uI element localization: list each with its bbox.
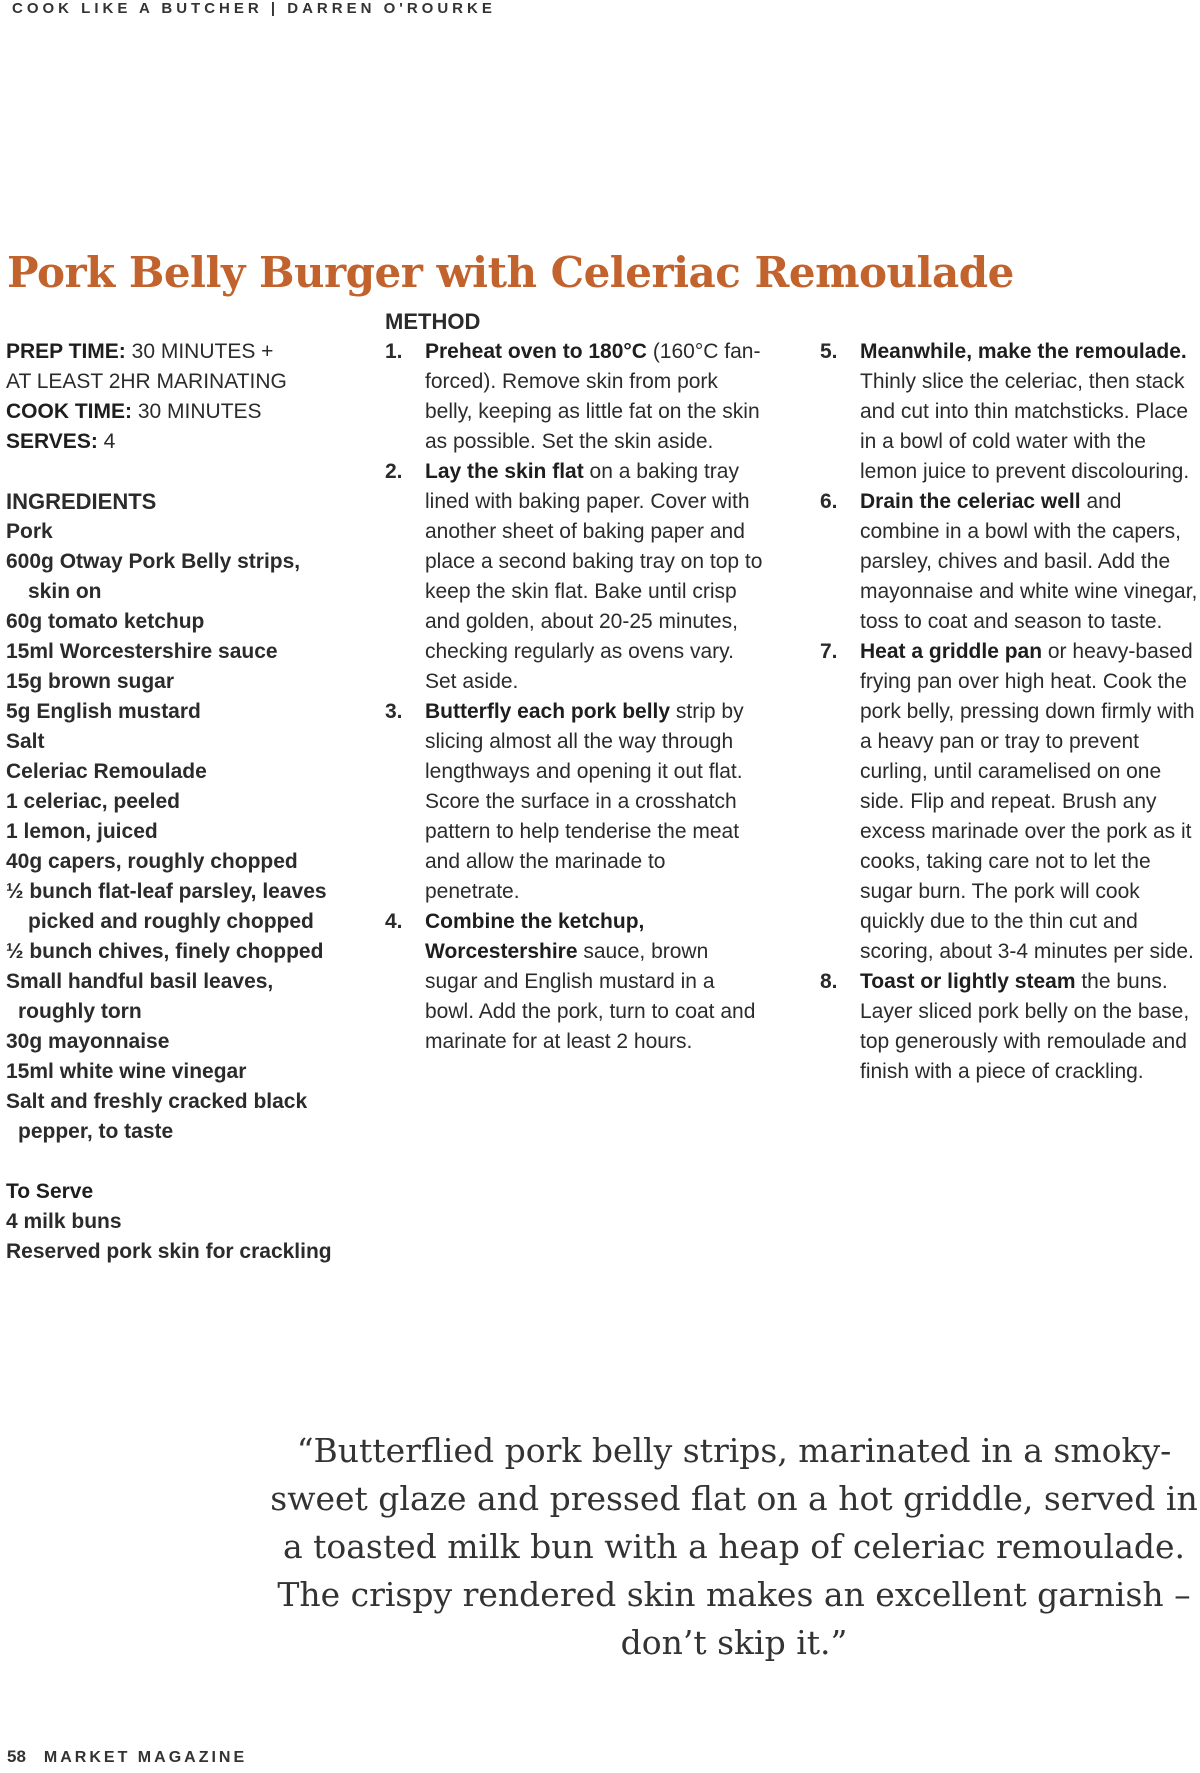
step-number: 8. <box>820 970 838 993</box>
method-step <box>385 337 765 457</box>
step-lead: Combine the ketchup, Worcestershire <box>425 910 645 963</box>
step-body: or heavy-based frying pan over high heat. Cook the pork belly, pressing down firmly with a heavy pan or tray to prevent curling, until caramelised on one side. Flip and repeat. Brush any excess marinade over the pork as it cooks, taking care not to let the sugar burn. The pork will cook quickly due to the thin cut and scoring, about 3-4 minutes per side. <box>860 640 1195 963</box>
ingredient-group-title <box>6 1177 346 1207</box>
to-serve-title: To Serve <box>6 1180 94 1203</box>
step-text <box>860 487 1200 637</box>
prep-value: 30 MINUTES + <box>131 340 274 363</box>
ingredients-heading: INGREDIENTS <box>6 489 157 514</box>
step-number: 7. <box>820 640 838 663</box>
cook-time <box>6 397 346 427</box>
method-step <box>385 697 765 907</box>
method-step <box>820 337 1200 487</box>
step-text <box>860 337 1200 487</box>
step-body: on a baking tray lined with baking paper. Cover with another sheet of baking paper and place a second baking tray on top to keep the skin flat. Bake until crisp and golden, about 20-25 minutes, checking regularly as ovens vary. Set aside. <box>425 460 763 693</box>
method-step <box>820 487 1200 637</box>
ingredient-item: 5g English mustard <box>6 700 201 723</box>
step-text <box>425 337 765 457</box>
step-body: and combine in a bowl with the capers, parsley, chives and basil. Add the mayonnaise and white wine vinegar, toss to coat and season to taste. <box>860 490 1198 633</box>
method-step <box>820 967 1200 1087</box>
prep-time-extra: AT LEAST 2HR MARINATING <box>6 370 287 393</box>
ingredient-item: ½ bunch flat-leaf parsley, leaves picked and roughly chopped <box>6 880 327 933</box>
step-text <box>425 697 765 907</box>
spacer <box>6 1147 346 1177</box>
ingredients-column <box>6 337 346 1267</box>
step-text <box>860 967 1200 1087</box>
ingredient-item: 600g Otway Pork Belly strips, skin on <box>6 550 301 603</box>
step-lead: Meanwhile, make the remoulade. <box>860 340 1187 363</box>
step-text <box>425 907 765 1057</box>
ingredient-item: 1 lemon, juiced <box>6 820 158 843</box>
ingredient-item: Reserved pork skin for crackling <box>6 1240 332 1263</box>
step-body: (160°C fan-forced). Remove skin from pork belly, keeping as little fat on the skin as possible. Set the skin aside. <box>425 340 761 453</box>
step-lead: Lay the skin flat <box>425 460 584 483</box>
ingredient-item: Small handful basil leaves, roughly torn <box>6 970 274 1023</box>
step-number: 1. <box>385 340 403 363</box>
ingredient-group-title: Pork <box>6 520 53 543</box>
method-heading: METHOD <box>385 309 481 334</box>
step-lead: Drain the celeriac well <box>860 490 1081 513</box>
step-body: the buns. Layer sliced pork belly on the base, top generously with remoulade and finish with a piece of crackling. <box>860 970 1190 1083</box>
method-step <box>385 457 765 697</box>
cook-label: COOK TIME: <box>6 400 132 423</box>
page-footer <box>7 1747 247 1767</box>
step-number: 6. <box>820 490 838 513</box>
ingredient-item: 40g capers, roughly chopped <box>6 850 298 873</box>
recipe-title: Pork Belly Burger with Celeriac Remoulade <box>7 248 1014 297</box>
step-lead: Heat a griddle pan <box>860 640 1043 663</box>
method-step <box>385 907 765 1057</box>
step-body: strip by slicing almost all the way through lengthways and opening it out flat. Score the surface in a crosshatch pattern to help tenderise the meat and allow the marinade to penetrate. <box>425 700 744 903</box>
ingredient-item: 15g brown sugar <box>6 670 175 693</box>
ingredient-item: 1 celeriac, peeled <box>6 790 180 813</box>
serves <box>6 427 346 457</box>
ingredient-item: 30g mayonnaise <box>6 1030 170 1053</box>
step-lead: Toast or lightly steam <box>860 970 1076 993</box>
ingredient-item: 15ml white wine vinegar <box>6 1060 247 1083</box>
publication-name: MARKET MAGAZINE <box>43 1749 248 1766</box>
step-body: sauce, brown sugar and English mustard in a bowl. Add the pork, turn to coat and marinate for at least 2 hours. <box>425 940 756 1053</box>
step-number: 3. <box>385 700 403 723</box>
step-lead: Butterfly each pork belly <box>425 700 671 723</box>
pull-quote: “Butterflied pork belly strips, marinated in a smoky-sweet glaze and pressed flat on a hot griddle, served in a toasted milk bun with a heap of celeriac remoulade. The crispy rendered skin makes an excellent garnish – don’t skip it.” <box>270 1431 1198 1662</box>
page-number: 58 <box>7 1747 26 1766</box>
prep-time <box>6 337 346 367</box>
step-number: 2. <box>385 460 403 483</box>
ingredient-group-title: Celeriac Remoulade <box>6 760 207 783</box>
step-text <box>860 637 1200 967</box>
ingredient-item: 15ml Worcestershire sauce <box>6 640 278 663</box>
step-number: 4. <box>385 910 403 933</box>
serves-value: 4 <box>103 430 116 453</box>
ingredient-item: ½ bunch chives, finely chopped <box>6 940 324 963</box>
running-header: COOK LIKE A BUTCHER | DARREN O'ROURKE <box>12 0 496 17</box>
ingredient-item: 60g tomato ketchup <box>6 610 205 633</box>
step-lead: Preheat oven to 180°C <box>425 340 647 363</box>
ingredient-item: 4 milk buns <box>6 1210 122 1233</box>
step-number: 5. <box>820 340 838 363</box>
step-text <box>425 457 765 697</box>
serves-label: SERVES: <box>6 430 98 453</box>
step-body: Thinly slice the celeriac, then stack and cut into thin matchsticks. Place in a bowl of cold water with the lemon juice to prevent discolouring. <box>860 370 1190 483</box>
method-step <box>820 637 1200 967</box>
method-column-1 <box>385 309 765 1057</box>
ingredient-item: Salt and freshly cracked black pepper, to taste <box>6 1090 308 1143</box>
cook-value: 30 MINUTES <box>137 400 262 423</box>
prep-label: PREP TIME: <box>6 340 126 363</box>
ingredient-item: Salt <box>6 730 45 753</box>
spacer <box>6 457 346 487</box>
method-column-2 <box>820 337 1200 1087</box>
